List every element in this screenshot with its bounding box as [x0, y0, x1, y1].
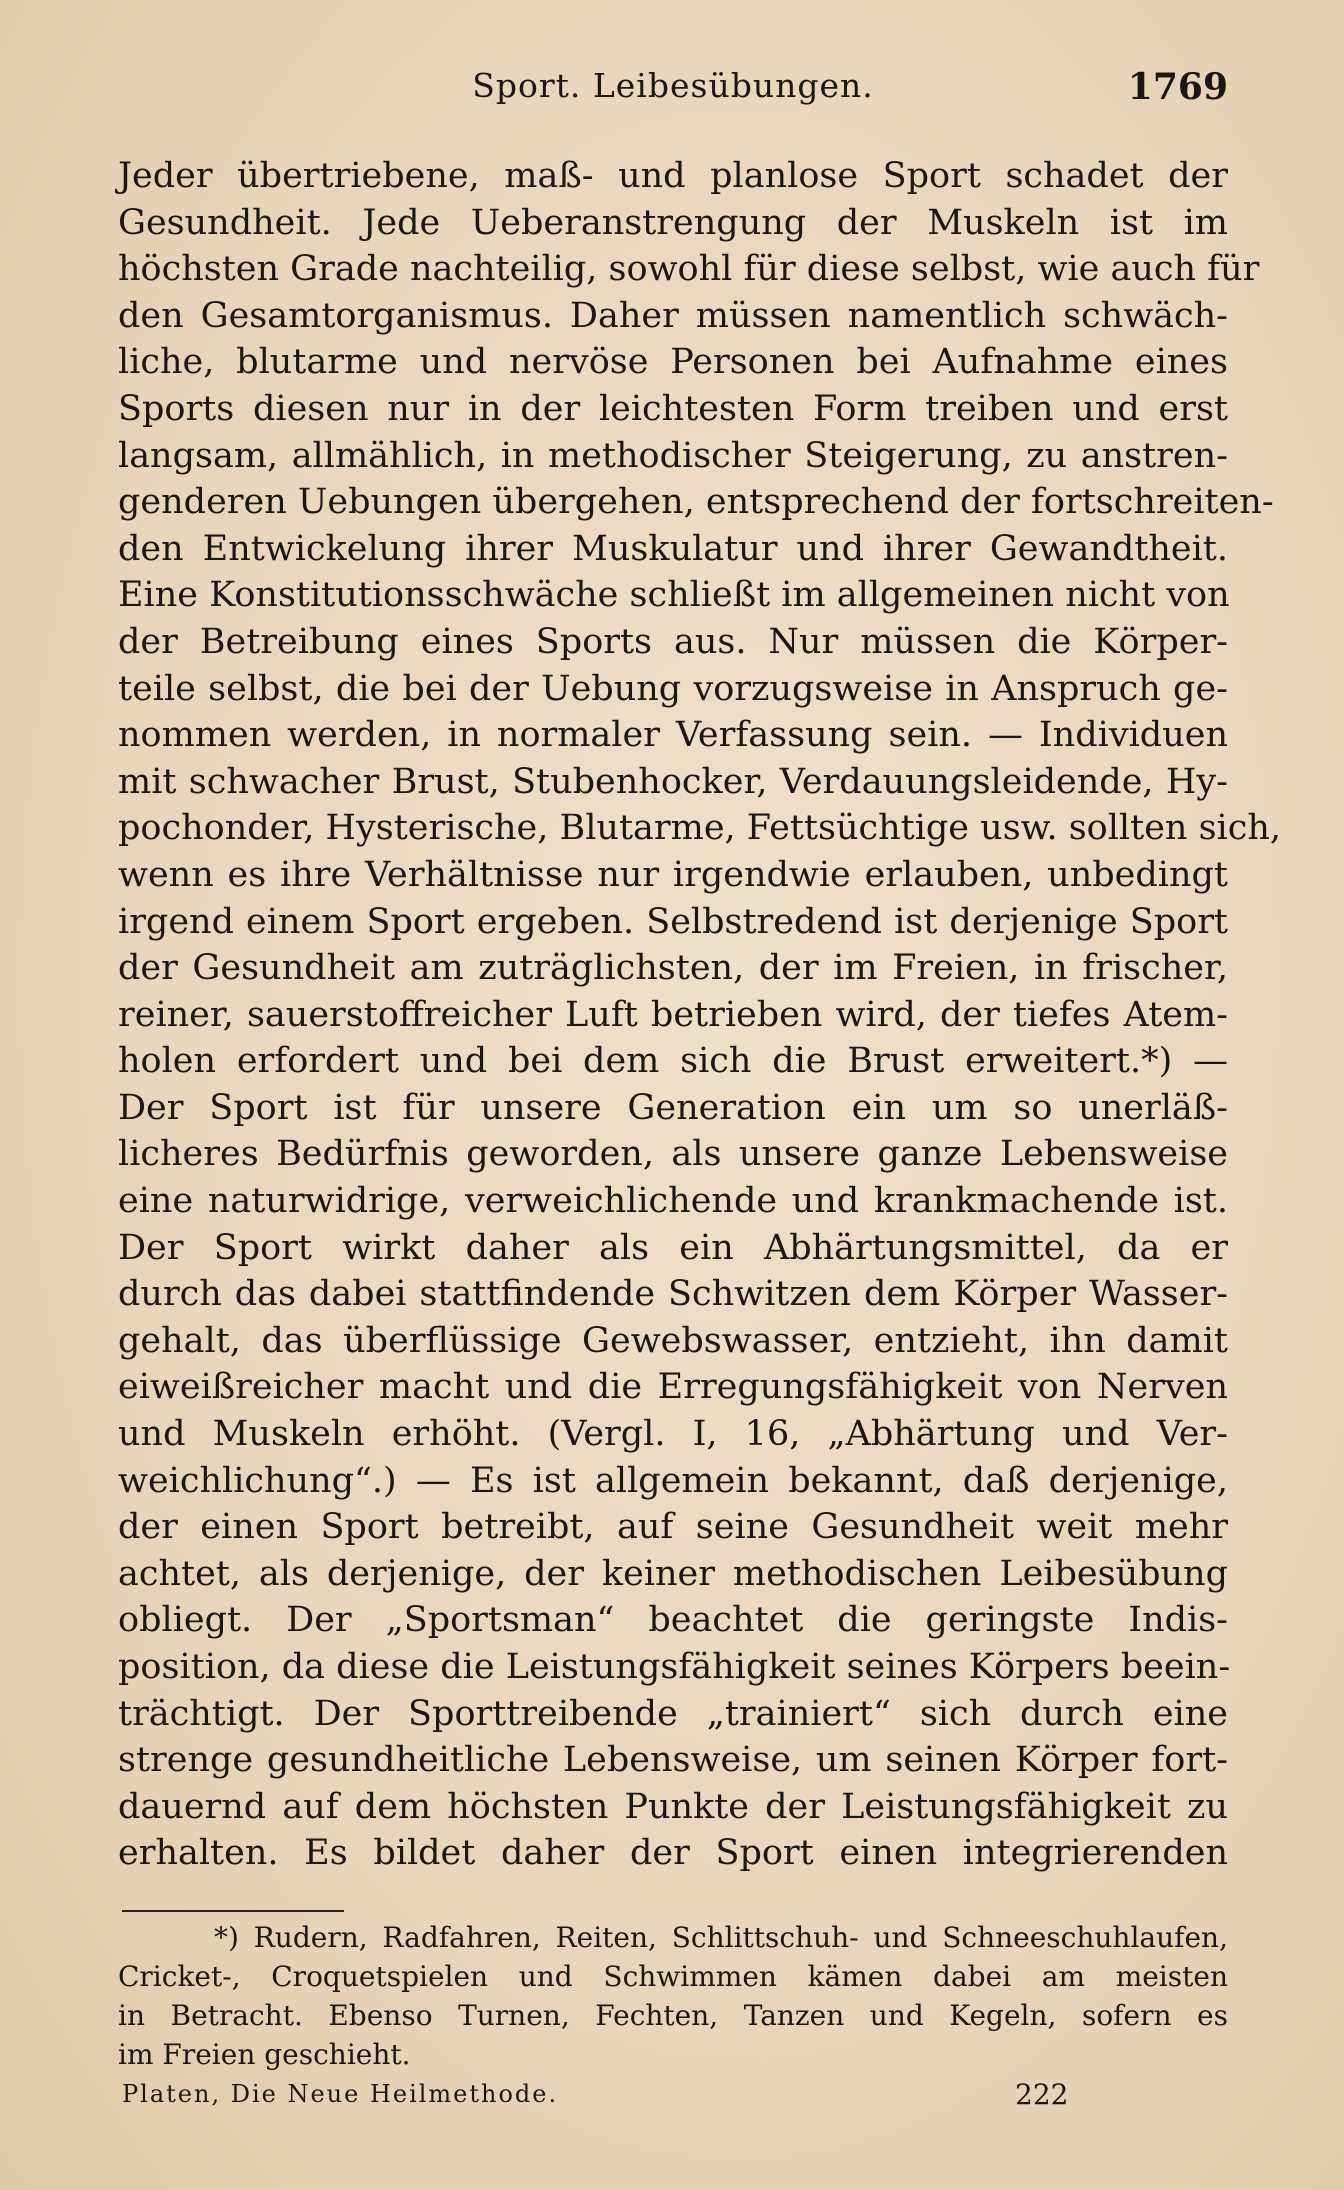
text-line: und Muskeln erhöht. (Vergl. I, 16, „Abhärtung und Ver-	[118, 1414, 1228, 1455]
text-line: mit schwacher Brust, Stubenhocker, Verdauungsleidende, Hy-	[118, 761, 1228, 802]
text-line: langsam, allmählich, in methodischer Steigerung, zu anstren-	[118, 435, 1228, 476]
text-line: der Betreibung eines Sports aus. Nur müssen die Körper-	[118, 621, 1228, 662]
text-line: eiweißreicher macht und die Erregungsfähigkeit von Nerven	[118, 1367, 1228, 1408]
text-line: teile selbst, die bei der Uebung vorzugsweise in Anspruch ge-	[118, 668, 1228, 709]
text-line: trächtigt. Der Sporttreibende „trainiert“ sich durch eine	[118, 1693, 1228, 1734]
running-head: Sport. Leibesübungen.	[472, 66, 874, 105]
page-number: 1769	[1127, 66, 1228, 108]
footnote-line: *) Rudern, Radfahren, Reiten, Schlittschuh- und Schneeschuhlaufen,	[214, 1921, 1228, 1954]
text-line: reiner, sauerstoffreicher Luft betrieben wird, der tiefes Atem-	[118, 994, 1228, 1035]
text-line: achtet, als derjenige, der keiner methodischen Leibesübung	[118, 1553, 1228, 1594]
text-line: durch das dabei stattfindende Schwitzen dem Körper Wasser-	[118, 1274, 1228, 1315]
footnote-line: in Betracht. Ebenso Turnen, Fechten, Tanzen und Kegeln, sofern es	[118, 1999, 1228, 2032]
text-line: wenn es ihre Verhältnisse nur irgendwie erlauben, unbedingt	[118, 854, 1228, 895]
text-line: strenge gesundheitliche Lebensweise, um seinen Körper fort-	[118, 1740, 1228, 1781]
text-line: holen erfordert und bei dem sich die Brust erweitert.*) —	[118, 1041, 1228, 1082]
text-line: genderen Uebungen übergehen, entsprechend der fortschreiten-	[118, 482, 1274, 523]
text-line: gehalt, das überflüssige Gewebswasser, entzieht, ihn damit	[118, 1320, 1228, 1361]
footnote-line: im Freien geschieht.	[118, 2038, 411, 2071]
text-line: liche, blutarme und nervöse Personen bei Aufnahme eines	[118, 342, 1228, 383]
text-line: den Gesamtorganismus. Daher müssen namentlich schwäch-	[118, 295, 1228, 336]
text-line: Sports diesen nur in der leichtesten Form treiben und erst	[118, 388, 1228, 429]
text-line: Gesundheit. Jede Ueberanstrengung der Muskeln ist im	[118, 202, 1228, 243]
text-line: licheres Bedürfnis geworden, als unsere ganze Lebensweise	[118, 1134, 1228, 1175]
text-line: position, da diese die Leistungsfähigkeit seines Körpers beein-	[118, 1647, 1231, 1687]
text-line: Jeder übertriebene, maß- und planlose Sport schadet der	[118, 156, 1228, 196]
text-line: weichlichung“.) — Es ist allgemein bekannt, daß derjenige,	[118, 1460, 1228, 1501]
text-line: Der Sport wirkt daher als ein Abhärtungsmittel, da er	[118, 1227, 1228, 1268]
text-line: dauernd auf dem höchsten Punkte der Leistungsfähigkeit zu	[118, 1786, 1228, 1827]
text-line: höchsten Grade nachteilig, sowohl für diese selbst, wie auch für	[118, 249, 1260, 290]
footnotes	[118, 1918, 1228, 2074]
text-line: nommen werden, in normaler Verfassung sein. — Individuen	[118, 715, 1228, 756]
sheet-number: 222	[1015, 2078, 1069, 2111]
text-line: Eine Konstitutionsschwäche schließt im allgemeinen nicht von	[118, 575, 1230, 616]
printer-signature: Platen, Die Neue Heilmethode.	[122, 2080, 559, 2108]
footnote-line: Cricket-, Croquetspielen und Schwimmen kämen dabei am meisten	[118, 1960, 1228, 1993]
text-line: Der Sport ist für unsere Generation ein um so unerläß-	[118, 1087, 1228, 1128]
text-line: eine naturwidrige, verweichlichende und krankmachende ist.	[118, 1181, 1228, 1222]
text-line: pochonder, Hysterische, Blutarme, Fettsüchtige usw. sollten sich,	[118, 808, 1281, 849]
text-line: der einen Sport betreibt, auf seine Gesundheit weit mehr	[118, 1507, 1228, 1548]
text-line: der Gesundheit am zuträglichsten, der im Freien, in frischer,	[118, 948, 1228, 989]
footnote-divider	[122, 1910, 344, 1912]
body-text	[118, 153, 1281, 1877]
text-line: irgend einem Sport ergeben. Selbstredend ist derjenige Sport	[118, 901, 1228, 942]
text-line: obliegt. Der „Sportsman“ beachtet die geringste Indis-	[118, 1600, 1228, 1641]
text-line: den Entwickelung ihrer Muskulatur und ihrer Gewandtheit.	[118, 528, 1228, 569]
page-header	[118, 66, 1228, 110]
text-line: erhalten. Es bildet daher der Sport einen integrierenden	[118, 1833, 1228, 1874]
